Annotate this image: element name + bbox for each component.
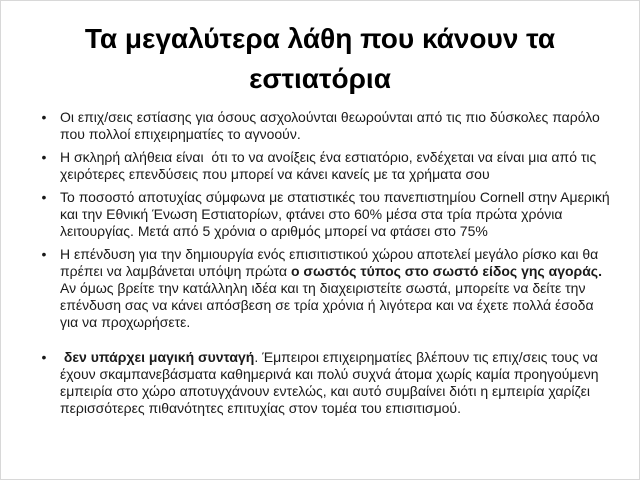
bullet-text: Η επένδυση για την δημιουργία ενός επισιτιστικού χώρου αποτελεί μεγάλο ρίσκο και θα πρέπει να λαμβάνεται υπόψη πρώτα bbox=[60, 246, 603, 279]
bullet-text-bold: ο σωστός τύπος στο σωστό είδος γης αγοράς. bbox=[290, 263, 602, 279]
bullet-text: . Έμπειροι επιχειρηματίες βλέπουν τις επιχ/σεις τους να έχουν σκαμπανεβάσματα καθημερινά και πολύ συχνά άτομα χωρίς καμία προηγούμενη εμπειρία στο χώρο αποτυγχάνουν εντελώς, και αυτό συμβαίνει διότι η εμπειρία χαρίζει περισσότερες πιθανότητες επιτυχίας στον τομέα του επισιτισμού. bbox=[60, 349, 603, 416]
bullet-list bbox=[1, 109, 639, 417]
bullet-item bbox=[37, 109, 611, 143]
bullet-text-bold: δεν υπάρχει μαγική συνταγή bbox=[63, 349, 255, 365]
bullet-item bbox=[37, 189, 614, 240]
bullet-text: Η σκληρή αλήθεια είναι ότι το να ανοίξεις ένα εστιατόριο, ενδέχεται να είναι μια από τις χειρότερες επενδύσεις που μπορεί να κάνει κανείς με τα χρήματα σου bbox=[60, 149, 601, 182]
bullet-marker-icon: • bbox=[41, 189, 47, 205]
bullet-text: Αν όμως βρείτε την κατάλληλη ιδέα και τη διαχειριστείτε σωστά, μπορείτε να δείτε την επένδυση σας να κάνει απόσβεση σε τρία χρόνια ή λιγότερα και να έχετε πολλά έσοδα για να προχωρήσετε. bbox=[60, 263, 606, 330]
bullet-marker-icon: • bbox=[41, 149, 47, 165]
bullet-item bbox=[37, 246, 611, 331]
bullet-marker-icon: • bbox=[41, 246, 47, 262]
bullet-item bbox=[37, 149, 611, 183]
slide-title: Τα μεγαλύτερα λάθη που κάνουν τα εστιατόρια bbox=[84, 23, 556, 94]
bullet-text: Οι επιχ/σεις εστίασης για όσους ασχολούνται θεωρούνται από τις πιο δύσκολες παρόλο που πολλοί επιχειρηματίες το αγνοούν. bbox=[60, 109, 604, 142]
bullet-text: Το ποσοστό αποτυχίας σύμφωνα με στατιστικές του πανεπιστημίου Cornell στην Αμερική και την Εθνική Ένωση Εστιατορίων, φτάνει στο 60% μέσα στα τρία πρώτα χρόνια λειτουργίας. Μετά από 5 χρόνια ο αριθμός μπορεί να φτάσει στο 75% bbox=[60, 189, 614, 239]
bullet-marker-icon: • bbox=[41, 349, 47, 365]
bullet-item bbox=[37, 349, 611, 417]
bullet-marker-icon: • bbox=[41, 109, 47, 125]
